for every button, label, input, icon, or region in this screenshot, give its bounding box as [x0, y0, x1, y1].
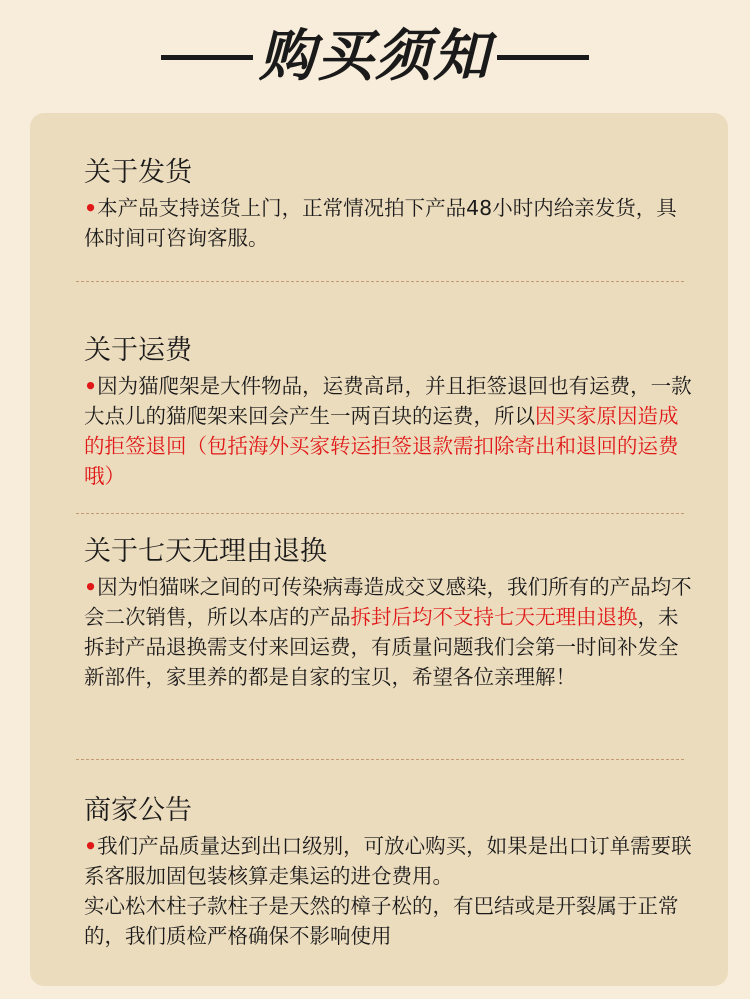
section-returns	[84, 532, 694, 692]
section-body	[84, 831, 694, 891]
section-text: 因为猫爬架是大件物品，运费高昂，并且拒签退回也有运费，一款大点儿的猫爬架来回会产生一两百块的运费，所以	[84, 374, 692, 428]
highlight-text: 拆封后均不支持七天无理由退换	[350, 605, 638, 629]
section-title: 关于发货	[84, 157, 192, 188]
section-divider	[76, 759, 684, 760]
page-title: 购买须知	[259, 24, 491, 89]
bullet-marker: •	[84, 374, 98, 398]
section-announcement	[84, 791, 694, 951]
section-body-second: 实心松木柱子款柱子是天然的樟子松的，有巴结或是开裂属于正常的，我们质检严格确保不影响使用	[84, 894, 679, 948]
section-title: 商家公告	[84, 795, 192, 826]
section-text: 本产品支持送货上门，正常情况拍下产品48小时内给亲发货，具体时间可咨询客服。	[84, 196, 677, 250]
section-shipping-fee	[84, 331, 694, 491]
section-body	[84, 193, 694, 253]
section-body	[84, 572, 694, 692]
page-header	[0, 22, 750, 92]
bullet-marker: •	[84, 834, 98, 858]
section-title: 关于七天无理由退换	[84, 536, 327, 567]
bullet-marker: •	[84, 196, 98, 220]
notice-card	[30, 113, 728, 986]
header-dash-left	[161, 55, 253, 60]
section-divider	[76, 281, 684, 282]
section-divider	[76, 513, 684, 514]
header-dash-right	[497, 55, 589, 60]
section-title: 关于运费	[84, 335, 192, 366]
section-body	[84, 371, 694, 491]
section-text: 我们产品质量达到出口级别，可放心购买，如果是出口订单需要联系客服加固包装核算走集运的进仓费用。	[84, 834, 692, 888]
section-text-continued: ，未拆封产品退换需支付来回运费，有质量问题我们会第一时间补发全新部件，家里养的都是自家的宝贝，希望各位亲理解！	[84, 605, 679, 689]
section-shipping	[84, 153, 694, 253]
highlight-text: 因买家原因造成的拒签退回（包括海外买家转运拒签退款需扣除寄出和退回的运费哦）	[84, 404, 679, 488]
bullet-marker: •	[84, 575, 98, 599]
section-text: 因为怕猫咪之间的可传染病毒造成交叉感染，我们所有的产品均不会二次销售，所以本店的产品	[84, 575, 692, 629]
